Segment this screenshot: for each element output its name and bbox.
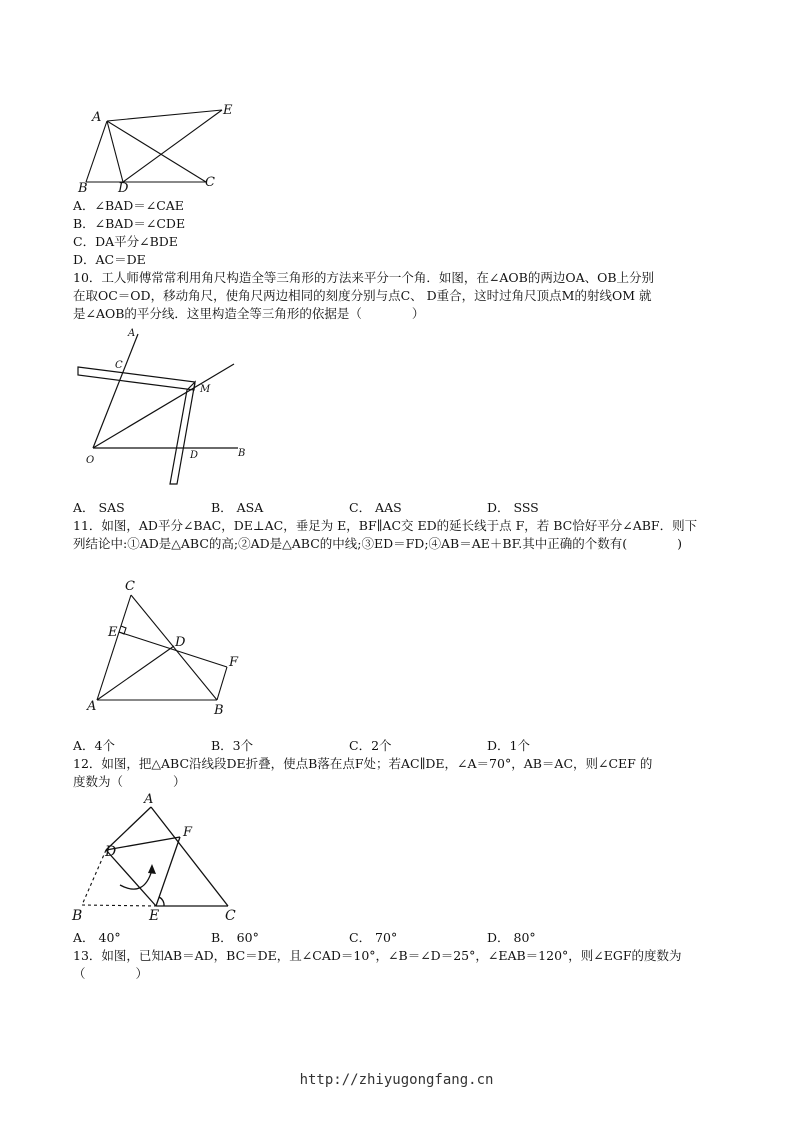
q11-figure — [84, 576, 254, 721]
q11-option-b: B．3个 — [211, 738, 254, 753]
q11-diagram — [84, 576, 254, 721]
q10-stem-line-2: 在取OC＝OD，移动角尺，使角尺两边相同的刻度分别与点C、 D重合，这时过角尺顶点M的射线OM 就 — [73, 288, 652, 303]
arrowhead-icon — [148, 864, 156, 874]
fold-arrow-icon — [120, 870, 152, 889]
q11-label-f: F — [229, 655, 239, 670]
q11-label-d: D — [175, 635, 186, 650]
footer-url: http://zhiyugongfang.cn — [299, 1072, 494, 1088]
q12-option-a: A． 40° — [73, 930, 121, 945]
q10-label-c: C — [115, 360, 123, 371]
q10-figure — [78, 326, 258, 491]
q9-option-c: C．DA平分∠BDE — [73, 234, 178, 249]
q12-label-c: C — [225, 908, 236, 924]
q10-option-c: C． AAS — [349, 500, 402, 515]
q9-option-a: A．∠BAD＝∠CAE — [73, 198, 184, 213]
q11-option-a: A．4个 — [73, 738, 115, 753]
q10-label-m: M — [200, 384, 211, 395]
q10-label-b: B — [238, 448, 246, 459]
q13-stem-line-1: 13．如图，已知AB＝AD，BC＝DE，且∠CAD＝10°，∠B＝∠D＝25°，∠EAB＝120°，则∠EGF的度数为 — [73, 948, 682, 963]
q9-option-b: B．∠BAD＝∠CDE — [73, 216, 186, 231]
q9-diagram — [70, 100, 250, 195]
q12-option-d: D． 80° — [487, 930, 536, 945]
q10-stem-line-1: 10．工人师傅常常利用角尺构造全等三角形的方法来平分一个角．如图，在∠AOB的两边OA、OB上分别 — [73, 270, 655, 285]
q9-label-e: E — [223, 103, 233, 118]
q9-figure — [70, 100, 250, 195]
q12-label-f: F — [183, 825, 193, 840]
q10-label-o: O — [86, 455, 95, 466]
q9-label-a: A — [92, 110, 102, 125]
q12-stem-line-1: 12．如图，把△ABC沿线段DE折叠，使点B落在点F处；若AC∥DE，∠A＝70°，AB＝AC，则∠CEF 的 — [73, 756, 653, 771]
q12-figure — [68, 790, 248, 930]
q12-option-b: B． 60° — [211, 930, 259, 945]
q10-option-d: D． SSS — [487, 500, 539, 515]
q11-stem-line-2: 列结论中:①AD是△ABC的高;②AD是△ABC的中线;③ED＝FD;④AB＝AE＋BF.其中正确的个数有( ) — [73, 536, 683, 551]
q12-stem-line-2: 度数为（ ） — [73, 774, 186, 789]
q9-label-d: D — [118, 181, 129, 196]
q11-label-c: C — [125, 579, 135, 594]
q13-stem-line-2: （ ） — [73, 966, 149, 981]
q10-label-a: A — [128, 328, 136, 339]
q10-diagram — [78, 326, 258, 491]
q11-label-a: A — [87, 699, 97, 714]
q10-option-a: A． SAS — [73, 500, 125, 515]
q11-stem-line-1: 11．如图，AD平分∠BAC，DE⊥AC，垂足为 E，BF∥AC交 ED的延长线于点 F，若 BC恰好平分∠ABF．则下 — [73, 518, 698, 533]
q11-label-e: E — [108, 625, 118, 640]
q12-label-b: B — [72, 908, 83, 924]
q11-label-b: B — [214, 703, 224, 718]
q12-diagram — [68, 790, 248, 930]
q12-option-c: C． 70° — [349, 930, 398, 945]
q11-option-c: C．2个 — [349, 738, 392, 753]
q10-label-d: D — [190, 450, 199, 461]
q12-label-d: D — [105, 844, 117, 860]
q12-label-a: A — [144, 792, 154, 807]
q10-stem-line-3: 是∠AOB的平分线．这里构造全等三角形的依据是（ ） — [73, 306, 425, 321]
q9-option-d: D．AC＝DE — [73, 252, 146, 267]
q9-label-c: C — [205, 175, 215, 190]
q9-label-b: B — [78, 181, 88, 196]
q11-option-d: D．1个 — [487, 738, 530, 753]
q12-label-e: E — [149, 908, 160, 924]
q10-option-b: B． ASA — [211, 500, 264, 515]
